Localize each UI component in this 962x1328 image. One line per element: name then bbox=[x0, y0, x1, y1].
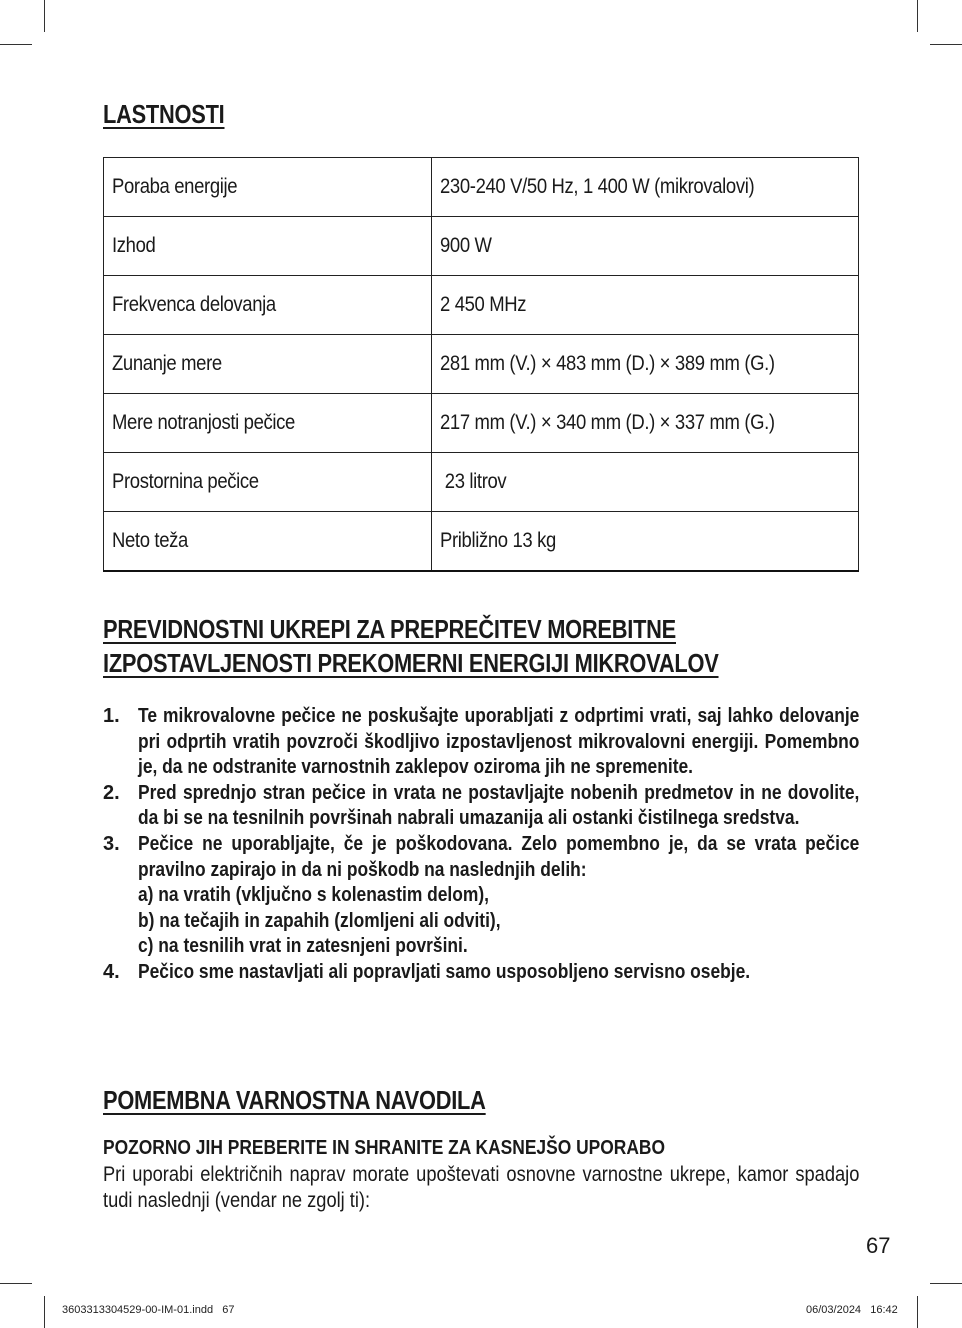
section-subtitle: POZORNO JIH PREBERITE IN SHRANITE ZA KASNEJŠO UPORABO bbox=[103, 1137, 666, 1159]
crop-mark bbox=[930, 44, 962, 45]
spec-value: 281 mm (V.) × 483 mm (D.) × 389 mm (G.) bbox=[440, 352, 775, 375]
table-row bbox=[104, 335, 859, 394]
crop-mark bbox=[917, 1296, 918, 1328]
spec-value: 230-240 V/50 Hz, 1 400 W (mikrovalovi) bbox=[440, 175, 755, 198]
crop-mark bbox=[44, 0, 45, 32]
list-text: Pred sprednjo stran pečice in vrata ne postavljajte nobenih predmetov in ne dovolite, da bi se na tesnilnih površinah nabrali umazanija ali ostanki čistilnega sredstva. bbox=[138, 781, 860, 830]
footer-filename: 3603313304529-00-IM-01.indd 67 bbox=[62, 1304, 235, 1316]
section-title-precautions-line2: IZPOSTAVLJENOSTI PREKOMERNI ENERGIJI MIKROVALOV bbox=[103, 648, 719, 678]
list-number: 2. bbox=[103, 781, 120, 804]
spec-label: Izhod bbox=[112, 234, 156, 257]
spec-value: 2 450 MHz bbox=[440, 293, 527, 316]
table-row bbox=[104, 276, 859, 335]
list-item bbox=[103, 960, 859, 986]
list-subitem: b) na tečajih in zapahih (zlomljeni ali odviti), bbox=[138, 909, 501, 932]
footer-datetime: 06/03/2024 16:42 bbox=[806, 1304, 898, 1316]
crop-mark bbox=[930, 1283, 962, 1284]
spec-value: Približno 13 kg bbox=[440, 529, 556, 552]
spec-value: 23 litrov bbox=[440, 470, 507, 493]
intro-paragraph: Pri uporabi električnih naprav morate upoštevati osnovne varnostne ukrepe, kamor spadajo tudi naslednji (vendar ne zgolj ti): bbox=[103, 1163, 860, 1212]
spec-label: Frekvenca delovanja bbox=[112, 293, 276, 316]
section-title-precautions-line1: PREVIDNOSTNI UKREPI ZA PREPREČITEV MOREBITNE bbox=[103, 614, 676, 644]
spec-label: Mere notranjosti pečice bbox=[112, 411, 295, 434]
list-subitem: a) na vratih (vključno s kolenastim delom), bbox=[138, 884, 489, 907]
list-subitem: c) na tesnilih vrat in zatesnjeni površini. bbox=[138, 935, 468, 958]
section-title-lastnosti: LASTNOSTI bbox=[103, 99, 225, 129]
spec-label: Prostornina pečice bbox=[112, 470, 259, 493]
page-number: 67 bbox=[866, 1233, 891, 1258]
spec-value: 900 W bbox=[440, 234, 492, 257]
table-row bbox=[104, 158, 859, 217]
crop-mark bbox=[917, 0, 918, 32]
spec-label: Zunanje mere bbox=[112, 352, 222, 375]
list-text: Pečice ne uporabljajte, če je poškodovana. Zelo pomembno je, da se vrata pečice pravilno zapirajo in da ni poškodb na naslednjih delih: bbox=[138, 832, 860, 881]
table-row bbox=[104, 394, 859, 453]
list-number: 3. bbox=[103, 832, 120, 855]
list-item bbox=[103, 832, 859, 960]
table-row bbox=[104, 453, 859, 512]
list-item bbox=[103, 704, 859, 781]
list-item bbox=[103, 781, 859, 832]
list-number: 1. bbox=[103, 705, 120, 727]
section-title-safety: POMEMBNA VARNOSTNA NAVODILA bbox=[103, 1085, 486, 1115]
spec-label: Neto teža bbox=[112, 529, 188, 552]
spec-value: 217 mm (V.) × 340 mm (D.) × 337 mm (G.) bbox=[440, 411, 775, 434]
crop-mark bbox=[0, 44, 32, 45]
list-text: Pečico sme nastavljati ali popravljati samo usposobljeno servisno osebje. bbox=[138, 960, 751, 983]
list-number: 4. bbox=[103, 960, 120, 983]
specifications-table bbox=[103, 157, 859, 572]
spec-label: Poraba energije bbox=[112, 175, 238, 198]
table-row bbox=[104, 512, 859, 572]
table-row bbox=[104, 217, 859, 276]
crop-mark bbox=[44, 1296, 45, 1328]
crop-mark bbox=[0, 1283, 32, 1284]
precautions-list bbox=[103, 704, 859, 986]
list-text: Te mikrovalovne pečice ne poskušajte uporabljati z odprtimi vrati, saj lahko delovanje pri odprtih vratih povzroči škodljivo izpostavljenost mikrovalovni energiji. Pomembno je, da ne odstranite varnostnih zaklepov oziroma jih ne spremenite. bbox=[138, 705, 860, 779]
